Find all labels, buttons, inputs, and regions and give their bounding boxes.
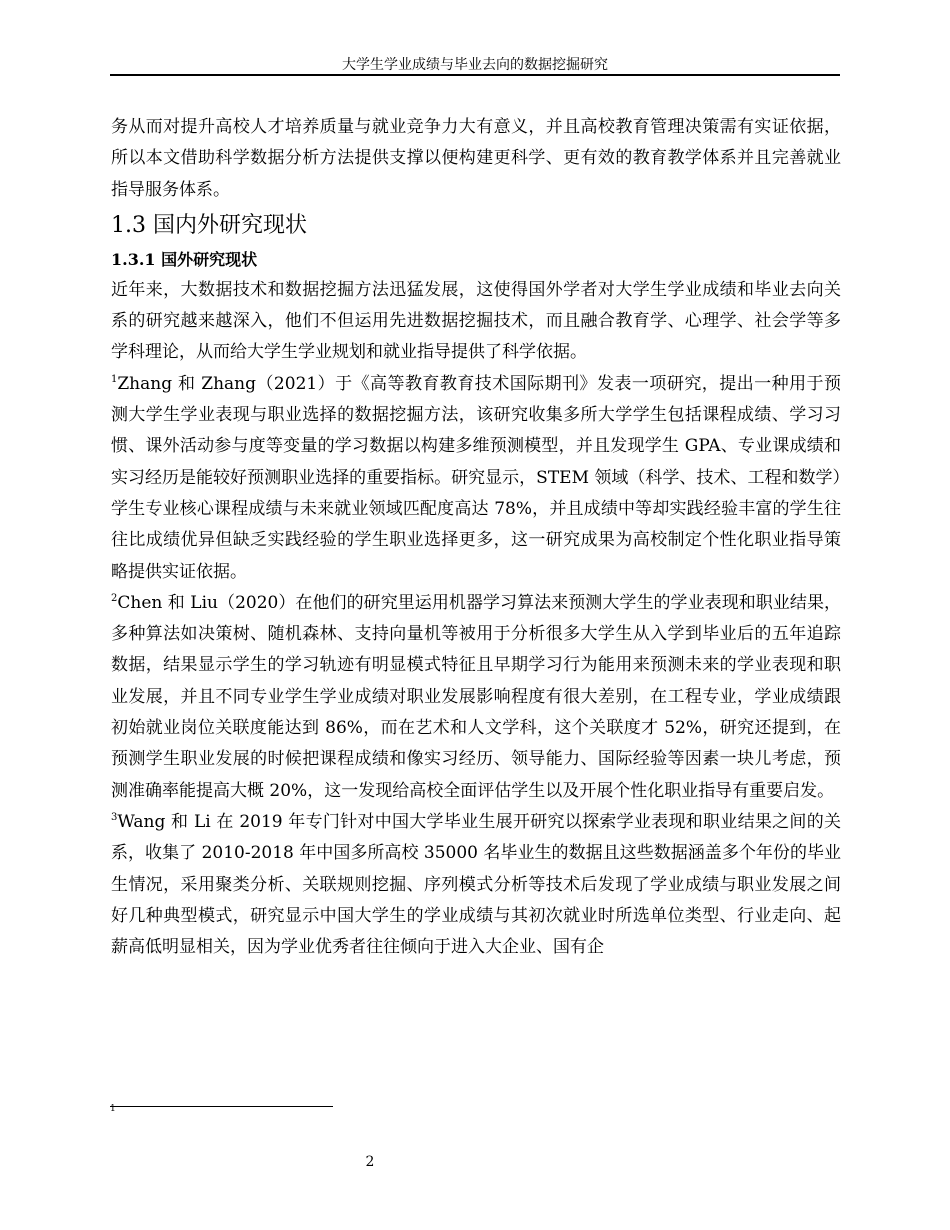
footnote-ref-2[interactable]: 2 [111,592,118,604]
footnote-ref-3[interactable]: 3 [111,811,118,823]
paragraph-zhang [111,369,841,588]
paragraph-zhang-text: Zhang 和 Zhang（2021）于《高等教育教育技术国际期刊》发表一项研究，提出一种用于预测大学生学业表现与职业选择的数据挖掘方法，该研究收集多所大学学生包括课程成绩、学习习惯、课外活动参与度等变量的学习数据以构建多维预测模型，并且发现学生 GPA、专业课成绩和实习经历是能较好预测职业选择的重要指标。研究显示，STEM 领域（科学、技术、工程和数学）学生专业核心课程成绩与未来就业领域匹配度高达 78%，并且成绩中等却实践经验丰富的学生往往比成绩优异但缺乏实践经验的学生职业选择更多，这一研究成果为高校制定个性化职业指导策略提供实证依据。 [111,373,841,582]
paragraph-wang [111,807,841,963]
paragraph-chen [111,588,841,807]
header-rule [110,74,840,76]
paragraph-chen-text: Chen 和 Liu（2020）在他们的研究里运用机器学习算法来预测大学生的学业表现和职业结果，多种算法如决策树、随机森林、支持向量机等被用于分析很多大学生从入学到毕业后的五年追踪数据，结果显示学生的学习轨迹有明显模式特征且早期学习行为能用来预测未来的学业表现和职业发展，并且不同专业学生学业成绩对职业发展影响程度有很大差别，在工程专业，学业成绩跟初始就业岗位关联度能达到 86%，而在艺术和人文学科，这个关联度才 52%，研究还提到，在预测学生职业发展的时候把课程成绩和像实习经历、领导能力、国际经验等因素一块儿考虑，预测准确率能提高大概 20%，这一发现给高校全面评估学生以及开展个性化职业指导有重要启发。 [111,592,841,801]
section-heading: 1.3 国内外研究现状 [111,212,307,238]
page-number: 2 [365,1154,375,1170]
paragraph-wang-text: Wang 和 Li 在 2019 年专门针对中国大学毕业生展开研究以探索学业表现和职业结果之间的关系，收集了 2010-2018 年中国多所高校 35000 名毕业生的数据且这些数据涵盖多个年份的毕业生情况，采用聚类分析、关联规则挖掘、序列模式分析等技术后发现了学业成绩与职业发展之间好几种典型模式，研究显示中国大学生的学业成绩与其初次就业时所选单位类型、行业走向、起薪高低明显相关，因为学业优秀者往往倾向于进入大企业、国有企 [111,811,841,958]
paragraph-intro: 务从而对提升高校人才培养质量与就业竞争力大有意义，并且高校教育管理决策需有实证依据，所以本文借助科学数据分析方法提供支撑以便构建更科学、更有效的教育教学体系并且完善就业指导服务体系。 [111,117,841,200]
body-text [111,112,841,963]
footnote-marker: 1 [110,1104,116,1114]
paragraph-overview: 近年来，大数据技术和数据挖掘方法迅猛发展，这使得国外学者对大学生学业成绩和毕业去向关系的研究越来越深入，他们不但运用先进数据挖掘技术，而且融合教育学、心理学、社会学等多学科理论，从而给大学生学业规划和就业指导提供了科学依据。 [111,279,841,363]
running-header: 大学生学业成绩与毕业去向的数据挖掘研究 [342,57,608,73]
subsection-heading: 1.3.1 国外研究现状 [111,249,258,269]
footnote-separator [110,1106,333,1107]
footnote-ref-1[interactable]: 1 [111,373,118,385]
